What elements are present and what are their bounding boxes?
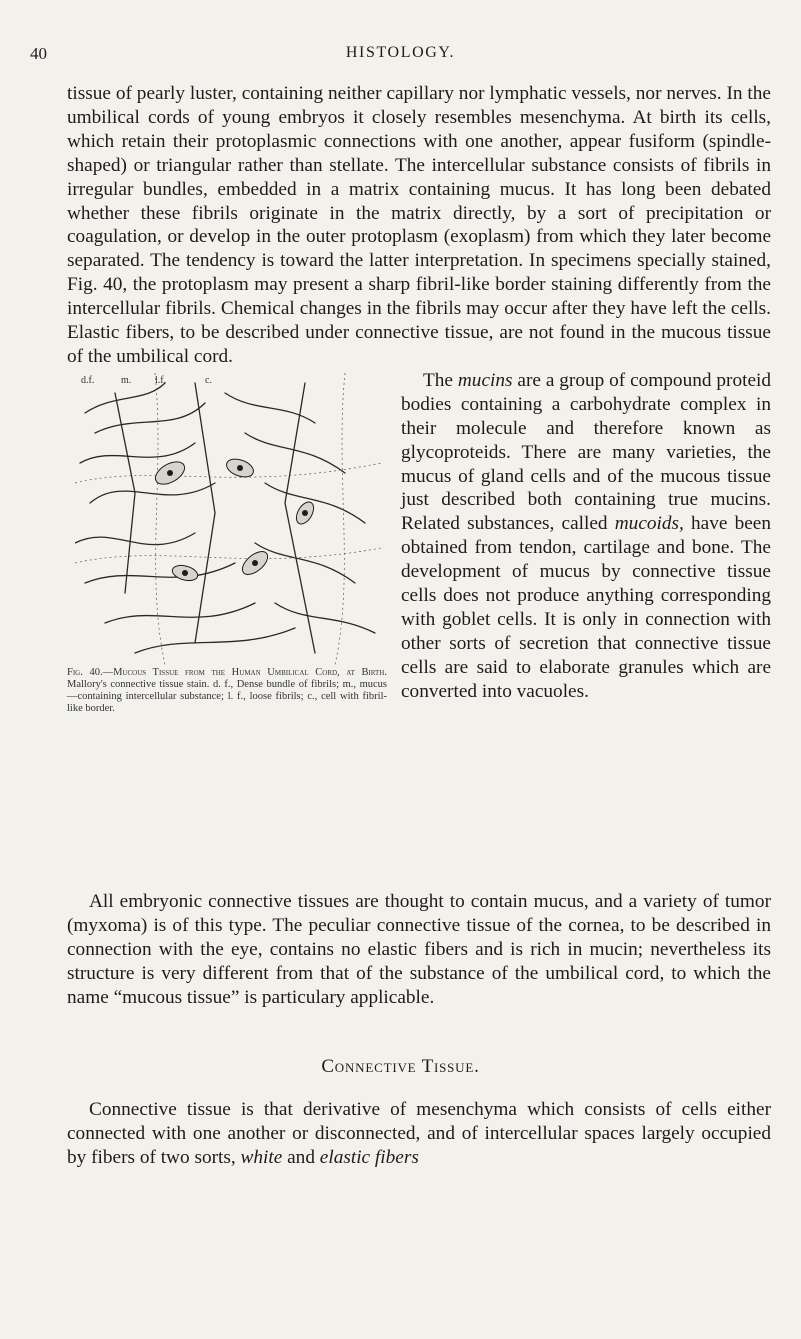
histology-illustration [75,373,381,665]
figure-caption-title: Fig. 40.—Mucous Tissue from the Human Umbilical Cord, at Birth. [67,666,387,678]
paragraph-connective [67,1098,771,1170]
figure-label-c: c. [205,374,212,386]
paragraph-mucous-tissue [67,82,771,727]
term-elastic: elastic fibers [319,1146,419,1168]
mucoids-text: have been obtained from tendon, cartilage and bone. The development of mucus by connective tissue cells does not produce anything corresponding with goblet cells. It is only in connection with other sorts of secretion that connective tissue cells are said to elaborate granules which are converted into vacuoles. [401,513,771,702]
figure-caption [67,667,387,715]
figure-label-m: m. [121,374,132,386]
connective-text: Connective tissue is that derivative of mesenchyma which consists of cells either connected with one another or disconnected, and of intercellular spaces largely occupied by fibers of two sorts, [67,1099,771,1168]
paragraph-embryonic-text: All embryonic connective tissues are thought to contain mucus, and a variety of tumor (myxoma) is of this type. The peculiar connective tissue of the cornea, to be described in connection with the eye, contains no elastic fibers and is rich in mucin; nevertheless its structure is very different from that of the substance of the umbilical cord, to which the name “mucous tissue” is particulary applicable. [67,891,771,1008]
figure-label-df: d.f. [81,374,95,386]
figure-caption-body: Mallory's connective tissue stain. d. f., Dense bundle of fibrils; m., mucus—containing intercellular substance; l. f., loose fibrils; c., cell with fibril-like border. [67,678,387,714]
mucins-text: are a group of compound proteid bodies containing a carbohydrate complex in their molecule and therefore known as glycoproteids. There are many varieties, the mucus of gland cells and of the mucous tissue just described both containing true mucins. Related substances, called [401,369,772,535]
term-white: white [240,1146,283,1168]
figure-40 [67,369,387,727]
term-mucins: mucins [457,369,513,391]
running-head: HISTOLOGY. [345,44,456,61]
paragraph-text [67,82,771,369]
figure-label-lf: l.f. [155,374,167,386]
paragraph-connective-text [67,1098,771,1170]
page-number: 40 [30,44,47,63]
mucins-intro: The [423,369,458,391]
section-heading: Connective Tissue. [321,1056,480,1077]
page-header [0,44,801,74]
paragraph-embryonic [67,890,771,1010]
paragraph-opening: tissue of pearly luster, containing neither capillary nor lymphatic vessels, nor nerves. In the umbilical cords of young embryos it closely resembles mesenchyma. At birth its cells, which retain their protoplasmic connections with one another, appear fusiform (spindle-shaped) or triangular rather than stellate. The intercellular substance consists of fibrils in irregular bundles, embedded in a matrix containing mucus. It has long been debated whether these fibrils originate in the matrix directly, by a sort of precipitation or coagulation, or develop in the outer protoplasm (exoplasm) from which they later become separated. The tendency is toward the latter interpretation. In specimens specially stained, Fig. 40, the protoplasm may present a sharp fibril-like border staining differently from the intercellular fibrils. Chemical changes in the fibrils may occur after they have left the cells. Elastic fibers, to be described under connective tissue, are not found in the mucous tissue of the umbilical cord. [67,83,771,367]
connective-and: and [282,1146,320,1168]
term-mucoids: mucoids, [614,513,684,535]
